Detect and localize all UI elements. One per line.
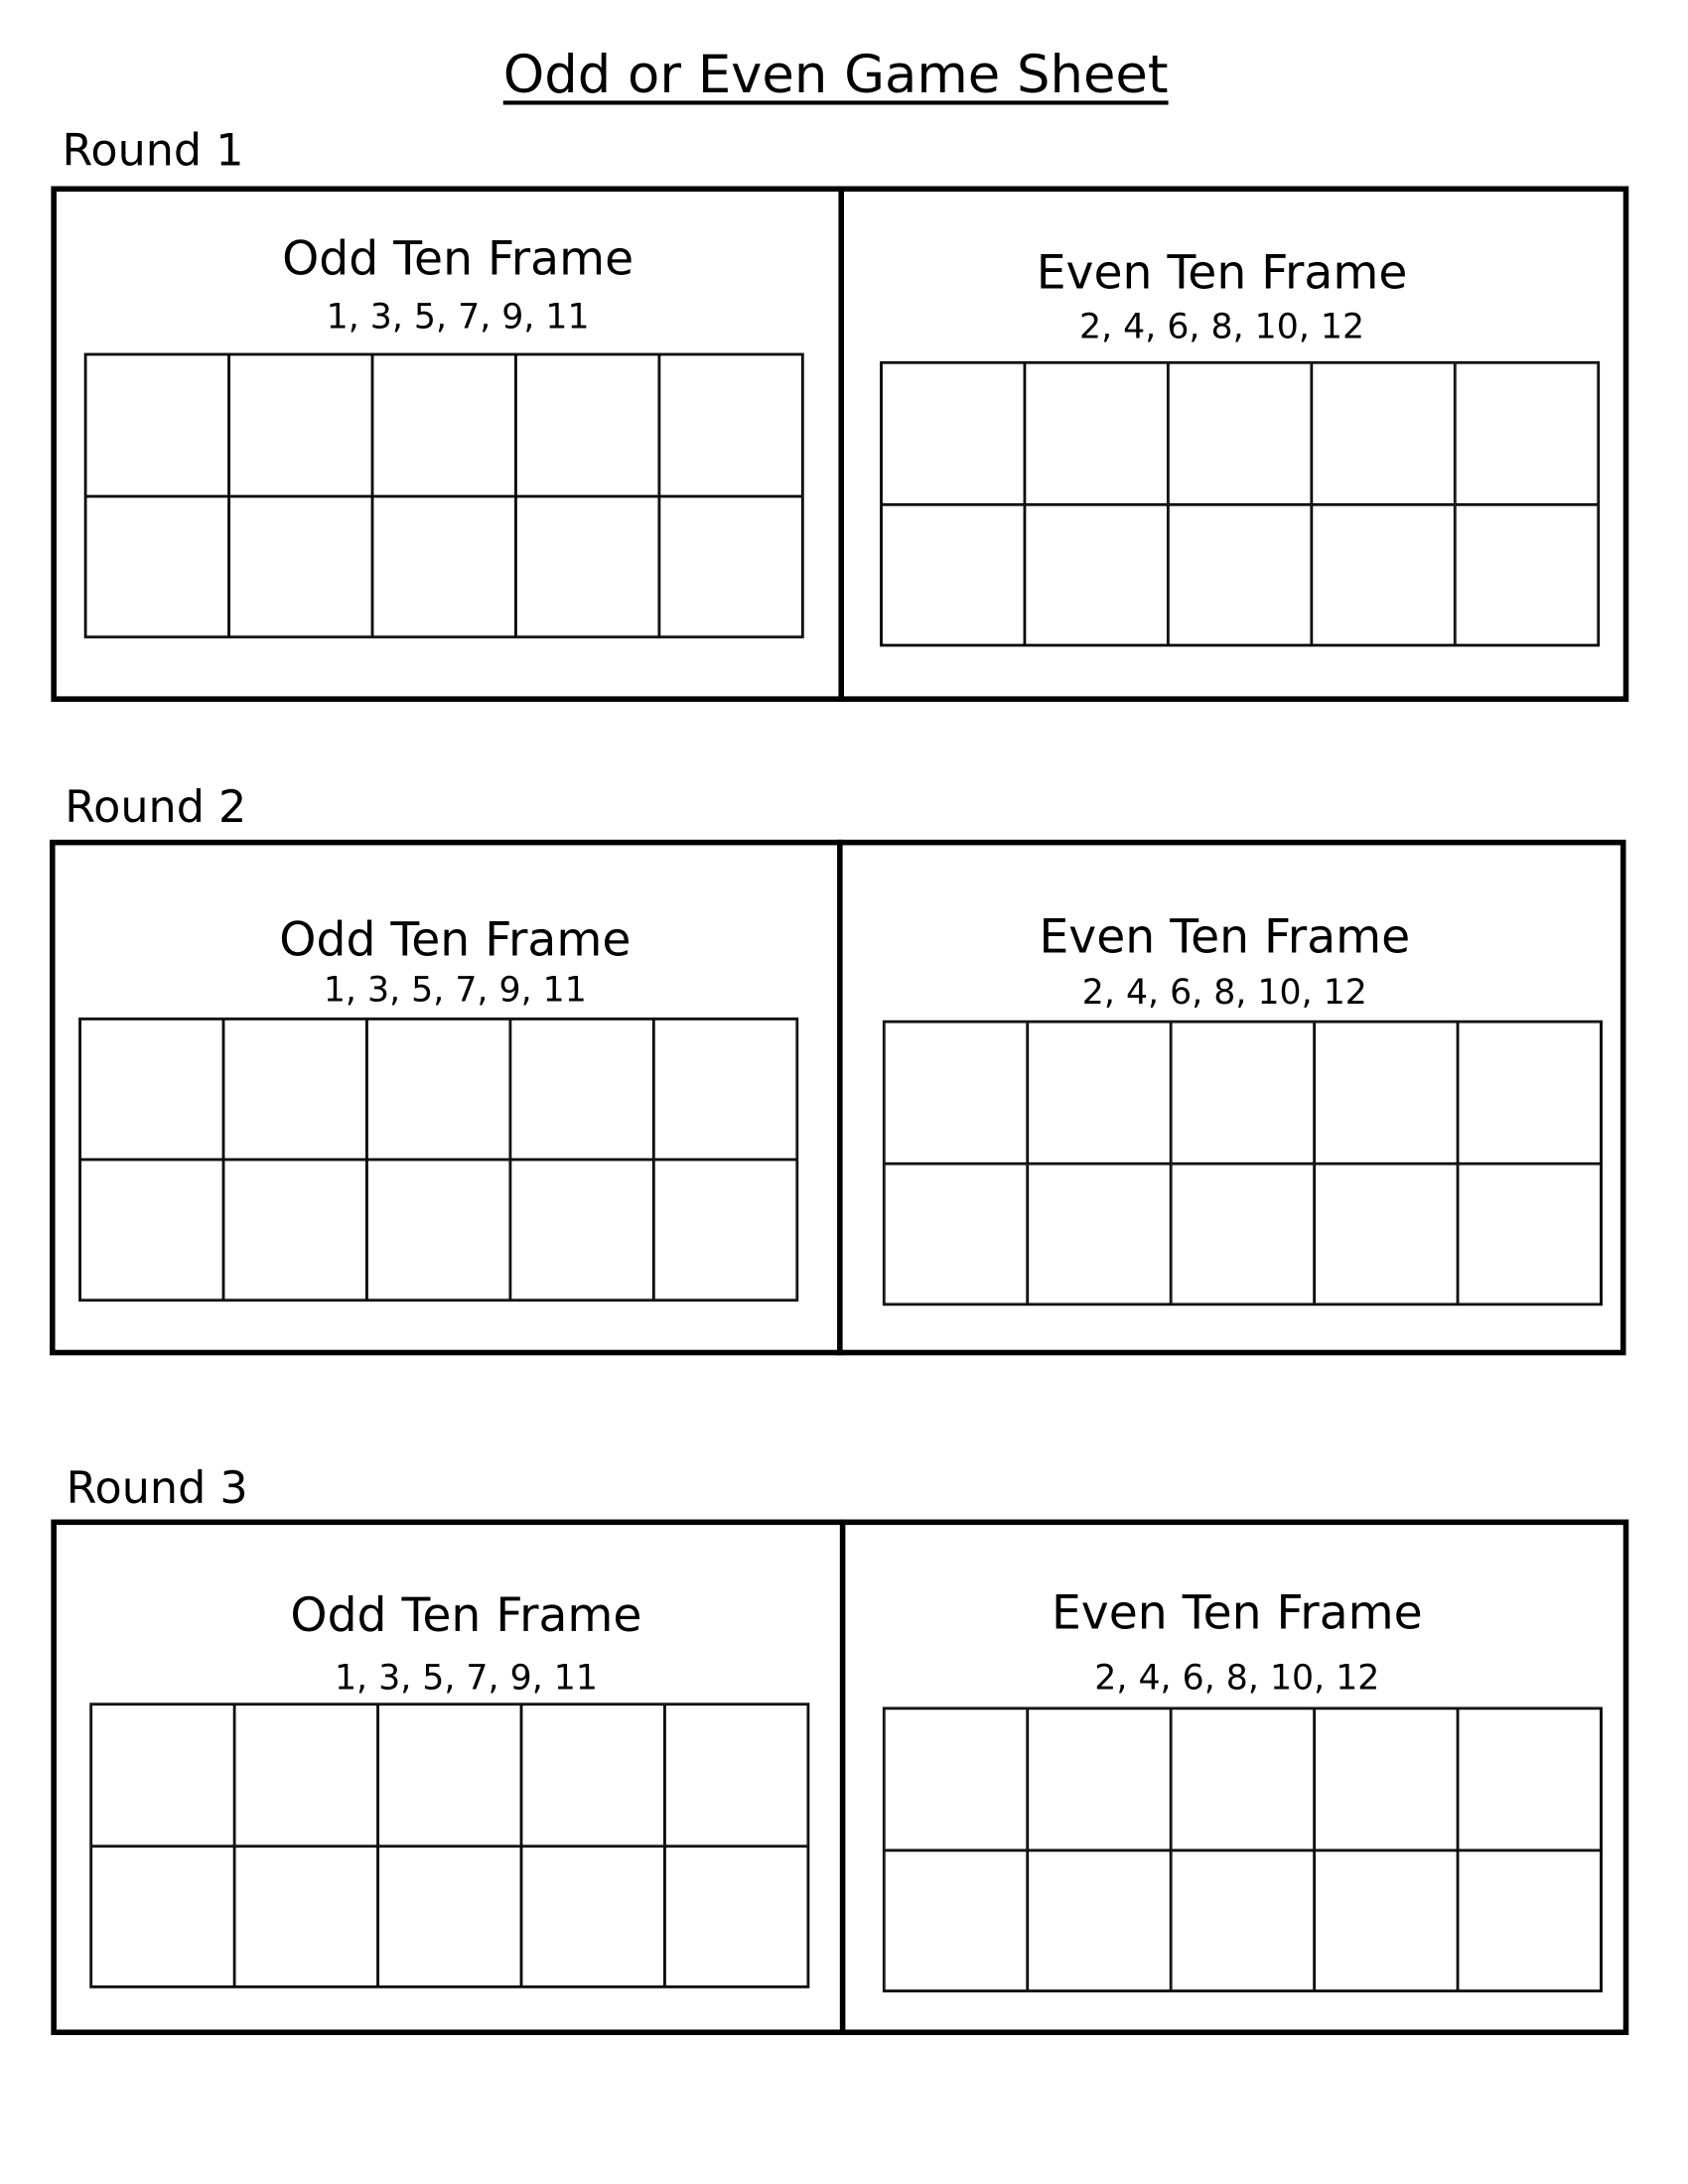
odd-ten-frame (78, 1018, 798, 1301)
ten-frame-cell[interactable] (510, 1160, 653, 1300)
ten-frame-cell[interactable] (223, 1019, 366, 1160)
odd-frame-numbers: 1, 3, 5, 7, 9, 11 (323, 969, 587, 1010)
ten-frame-cell[interactable] (515, 354, 658, 495)
ten-frame-cell[interactable] (1171, 1163, 1314, 1304)
ten-frame-cell[interactable] (1028, 1708, 1171, 1849)
even-frame-title: Even Ten Frame (1039, 909, 1411, 966)
odd-ten-frame (89, 1703, 809, 1988)
ten-frame-cell[interactable] (1028, 1022, 1171, 1162)
ten-frame-cell[interactable] (85, 495, 228, 636)
odd-frame-title: Odd Ten Frame (282, 231, 634, 287)
ten-frame-cell[interactable] (1458, 1022, 1601, 1162)
ten-frame-cell[interactable] (229, 495, 372, 636)
page-title: Odd or Even Game Sheet (502, 44, 1169, 105)
ten-frame-cell[interactable] (884, 1708, 1027, 1849)
ten-frame-cell[interactable] (882, 362, 1025, 503)
ten-frame-cell[interactable] (372, 354, 515, 495)
ten-frame-cell[interactable] (1028, 1163, 1171, 1304)
even-frame-numbers: 2, 4, 6, 8, 10, 12 (1081, 972, 1367, 1013)
ten-frame-cell[interactable] (1028, 1849, 1171, 1990)
even-ten-frame (883, 1706, 1603, 1992)
even-frame-title: Even Ten Frame (1051, 1585, 1423, 1641)
ten-frame-cell[interactable] (80, 1019, 223, 1160)
ten-frame-cell[interactable] (884, 1849, 1027, 1990)
ten-frame-cell[interactable] (1455, 362, 1598, 503)
ten-frame-cell[interactable] (1315, 1163, 1458, 1304)
ten-frame-cell[interactable] (1458, 1849, 1601, 1990)
ten-frame-cell[interactable] (234, 1845, 377, 1986)
odd-frame-title: Odd Ten Frame (290, 1588, 642, 1644)
ten-frame-cell[interactable] (653, 1019, 796, 1160)
ten-frame-cell[interactable] (515, 495, 658, 636)
ten-frame-cell[interactable] (664, 1705, 807, 1845)
ten-frame-cell[interactable] (91, 1705, 234, 1845)
ten-frame-cell[interactable] (1025, 504, 1168, 645)
ten-frame-cell[interactable] (884, 1163, 1027, 1304)
ten-frame-cell[interactable] (653, 1160, 796, 1300)
ten-frame-cell[interactable] (1168, 504, 1311, 645)
round-divider (838, 187, 844, 702)
ten-frame-cell[interactable] (1171, 1849, 1314, 1990)
round-divider (840, 1520, 846, 2035)
ten-frame-cell[interactable] (91, 1845, 234, 1986)
ten-frame-cell[interactable] (223, 1160, 366, 1300)
odd-ten-frame (84, 353, 804, 639)
even-ten-frame (880, 361, 1600, 647)
ten-frame-cell[interactable] (1458, 1163, 1601, 1304)
ten-frame-cell[interactable] (85, 354, 228, 495)
ten-frame-cell[interactable] (378, 1845, 521, 1986)
ten-frame-cell[interactable] (659, 354, 802, 495)
round-divider (837, 840, 843, 1355)
ten-frame-cell[interactable] (1315, 1849, 1458, 1990)
even-frame-numbers: 2, 4, 6, 8, 10, 12 (1094, 1657, 1380, 1698)
ten-frame-cell[interactable] (882, 504, 1025, 645)
ten-frame-cell[interactable] (1025, 362, 1168, 503)
ten-frame-cell[interactable] (80, 1160, 223, 1300)
ten-frame-cell[interactable] (510, 1019, 653, 1160)
ten-frame-cell[interactable] (366, 1019, 509, 1160)
ten-frame-cell[interactable] (521, 1845, 664, 1986)
ten-frame-cell[interactable] (229, 354, 372, 495)
odd-frame-numbers: 1, 3, 5, 7, 9, 11 (326, 296, 590, 337)
round-label: Round 3 (66, 1461, 248, 1515)
round-label: Round 1 (62, 124, 244, 177)
ten-frame-cell[interactable] (1458, 1708, 1601, 1849)
odd-frame-title: Odd Ten Frame (279, 912, 632, 969)
ten-frame-cell[interactable] (1168, 362, 1311, 503)
ten-frame-cell[interactable] (1312, 362, 1455, 503)
ten-frame-cell[interactable] (1455, 504, 1598, 645)
round-label: Round 2 (65, 780, 247, 833)
ten-frame-cell[interactable] (1315, 1708, 1458, 1849)
odd-frame-numbers: 1, 3, 5, 7, 9, 11 (334, 1657, 598, 1698)
ten-frame-cell[interactable] (234, 1705, 377, 1845)
ten-frame-cell[interactable] (378, 1705, 521, 1845)
ten-frame-cell[interactable] (664, 1845, 807, 1986)
even-frame-title: Even Ten Frame (1036, 245, 1408, 301)
even-frame-numbers: 2, 4, 6, 8, 10, 12 (1079, 306, 1365, 346)
even-ten-frame (883, 1021, 1603, 1306)
ten-frame-cell[interactable] (1171, 1022, 1314, 1162)
ten-frame-cell[interactable] (521, 1705, 664, 1845)
ten-frame-cell[interactable] (366, 1160, 509, 1300)
ten-frame-cell[interactable] (884, 1022, 1027, 1162)
ten-frame-cell[interactable] (1315, 1022, 1458, 1162)
ten-frame-cell[interactable] (1312, 504, 1455, 645)
ten-frame-cell[interactable] (372, 495, 515, 636)
ten-frame-cell[interactable] (1171, 1708, 1314, 1849)
ten-frame-cell[interactable] (659, 495, 802, 636)
